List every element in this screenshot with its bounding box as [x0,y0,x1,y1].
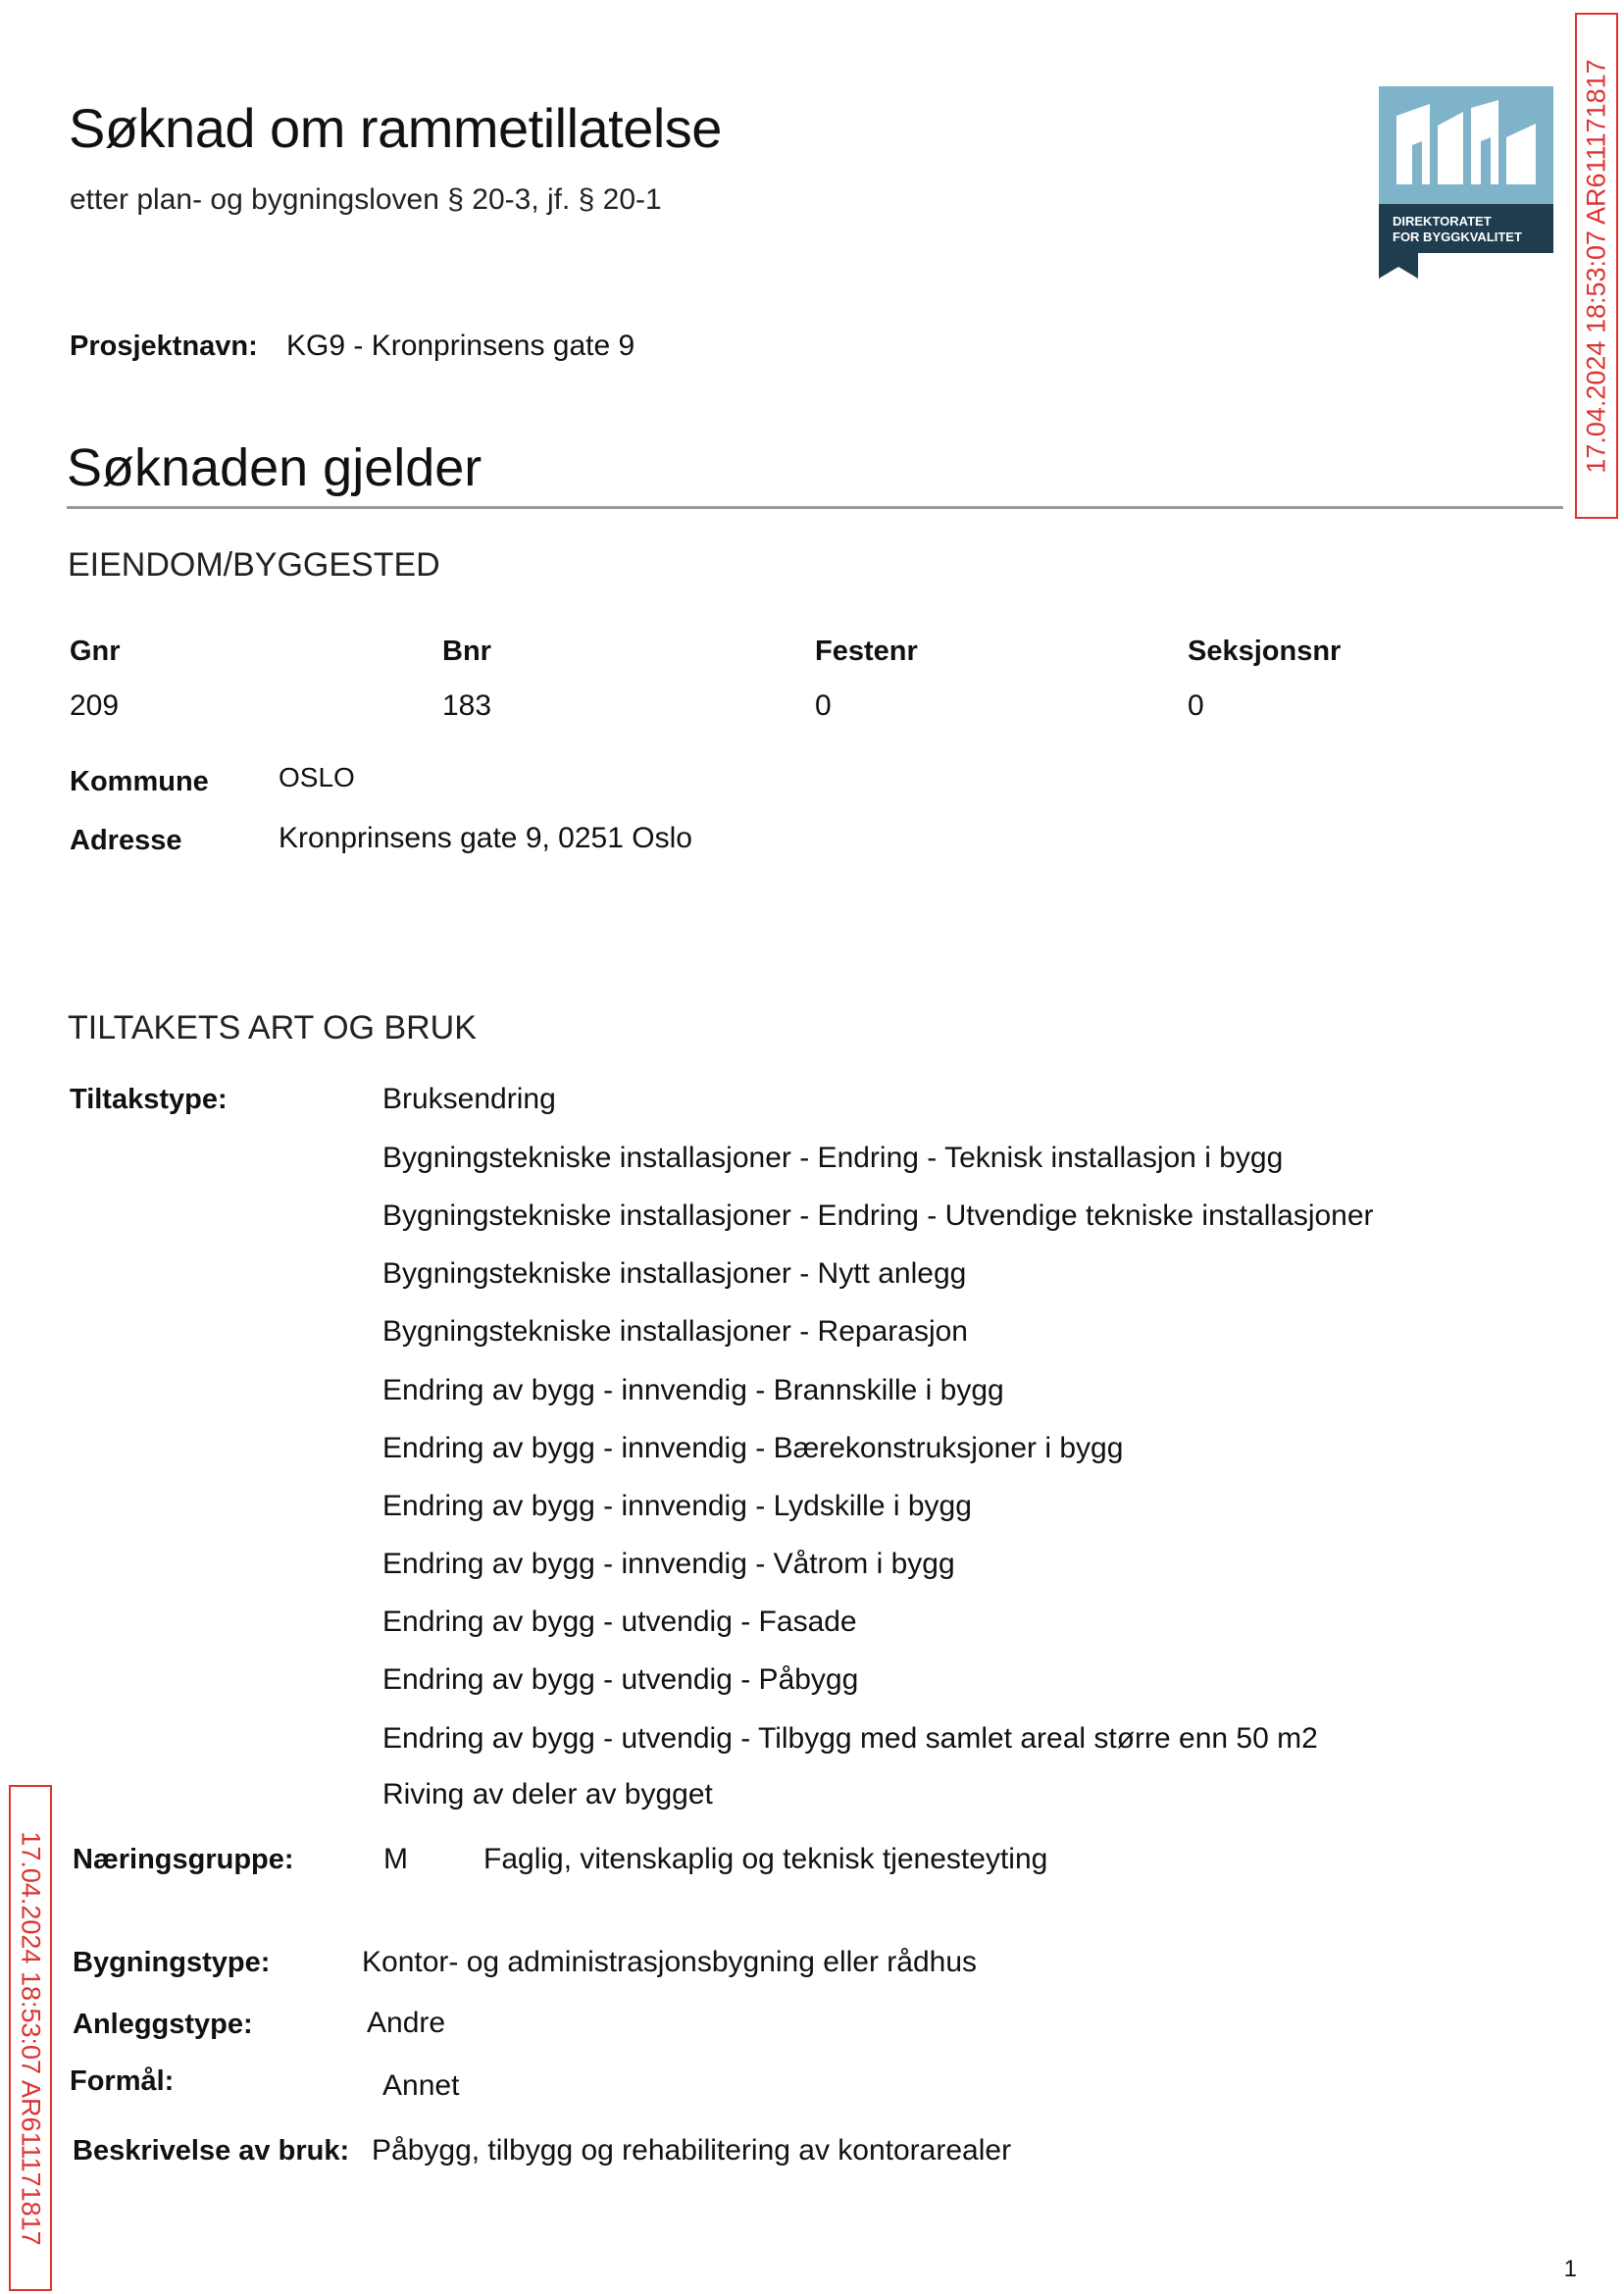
tiltakstype-item: Bygningstekniske installasjoner - Endring - Utvendige tekniske installasjoner [382,1199,1374,1232]
project-name-label: Prosjektnavn: [70,331,258,362]
formal-value: Annet [382,2069,460,2102]
tiltakstype-item: Bygningstekniske installasjoner - Endring - Teknisk installasjon i bygg [382,1142,1284,1174]
section-divider [67,506,1563,509]
bygningstype-value: Kontor- og administrasjonsbygning eller rådhus [362,1946,978,1978]
archive-stamp-top [1575,13,1618,519]
anleggstype-label: Anleggstype: [73,2009,253,2040]
page-number: 1 [1563,2256,1577,2282]
gnr-value: 209 [70,689,120,722]
anleggstype-value: Andre [367,2007,446,2039]
tiltakstype-item: Endring av bygg - innvendig - Brannskille i bygg [382,1374,1004,1406]
tiltakstype-item: Endring av bygg - utvendig - Påbygg [382,1663,859,1696]
bnr-value: 183 [442,689,492,722]
tiltakstype-item: Bygningstekniske installasjoner - Reparasjon [382,1315,968,1348]
adresse-value: Kronprinsens gate 9, 0251 Oslo [279,822,692,854]
festenr-label: Festenr [815,636,918,667]
kommune-label: Kommune [70,766,209,797]
beskrivelse-value: Påbygg, tilbygg og rehabilitering av kontorarealer [372,2134,1012,2167]
tiltakstype-item: Bruksendring [382,1083,556,1115]
archive-stamp-side-text: 17.04.2024 18:53:07 AR611171817 [16,1830,46,2246]
naeringsgruppe-code: M [383,1843,408,1875]
logo-text-line2: FOR BYGGKVALITET [1393,229,1522,244]
adresse-label: Adresse [70,825,182,856]
seksjonsnr-label: Seksjonsnr [1188,636,1342,667]
property-heading: EIENDOM/BYGGESTED [68,546,440,584]
archive-stamp-side [9,1785,52,2291]
naeringsgruppe-label: Næringsgruppe: [73,1844,294,1875]
bygningstype-label: Bygningstype: [73,1947,271,1978]
tiltakstype-item: Endring av bygg - innvendig - Bærekonstruksjoner i bygg [382,1432,1124,1464]
festenr-value: 0 [815,689,832,722]
tiltakstype-item: Endring av bygg - innvendig - Våtrom i bygg [382,1548,955,1580]
tiltakstype-item: Riving av deler av bygget [382,1778,713,1810]
dibk-logo [1379,86,1553,279]
project-name-value: KG9 - Kronprinsens gate 9 [286,330,635,362]
beskrivelse-label: Beskrivelse av bruk: [73,2135,350,2167]
tiltakstype-item: Endring av bygg - utvendig - Fasade [382,1606,857,1638]
gnr-label: Gnr [70,636,121,667]
section-title: Søknaden gjelder [67,438,482,497]
tiltakstype-item: Bygningstekniske installasjoner - Nytt anlegg [382,1257,967,1290]
formal-label: Formål: [70,2065,175,2097]
tiltakstype-item: Endring av bygg - utvendig - Tilbygg med samlet areal større enn 50 m2 [382,1722,1318,1755]
naeringsgruppe-value: Faglig, vitenskaplig og teknisk tjenesteyting [483,1843,1048,1875]
bnr-label: Bnr [442,636,491,667]
document-subtitle: etter plan- og bygningsloven § 20-3, jf. § 20-1 [70,183,662,216]
document-title: Søknad om rammetillatelse [69,97,722,159]
tiltakstype-item: Endring av bygg - innvendig - Lydskille i bygg [382,1490,972,1522]
dibk-logo-graphic [1379,86,1553,279]
tiltakstype-label: Tiltakstype: [70,1084,228,1115]
seksjonsnr-value: 0 [1188,689,1204,722]
kommune-value: OSLO [279,762,355,792]
tiltak-heading: TILTAKETS ART OG BRUK [68,1009,477,1046]
archive-stamp-top-text: 17.04.2024 18:53:07 AR611171817 [1581,58,1611,474]
logo-text-line1: DIREKTORATET [1393,214,1492,229]
